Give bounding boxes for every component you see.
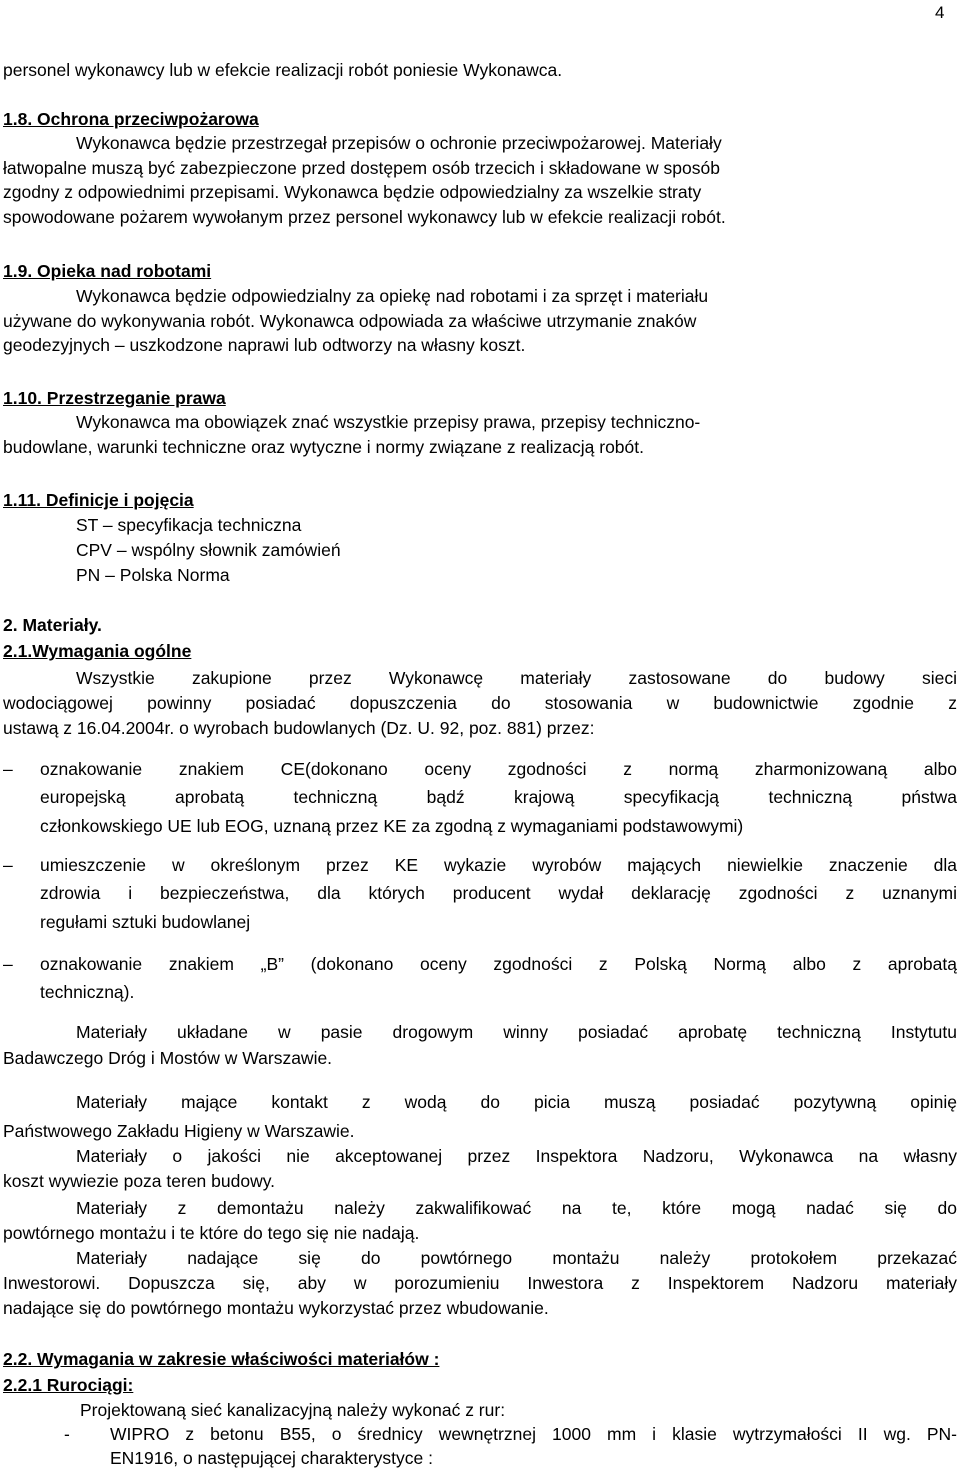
text-line: Projektowaną sieć kanalizacyjną należy wykonać z rur:: [80, 1400, 506, 1420]
text-line: Materiały układane w pasie drogowym winny posiadać aprobatę techniczną Instytutu: [76, 1022, 957, 1042]
heading-text: 2.1.Wymagania ogólne: [3, 641, 192, 661]
section-heading-2-2: [3, 1348, 439, 1370]
text-line: łatwopalne muszą być zabezpieczone przed dostępem osób trzecich i składowane w sposób: [3, 158, 720, 178]
definition-item: ST – specyfikacja techniczna: [76, 515, 302, 535]
section-heading-2-1: [3, 640, 191, 662]
definition-item: CPV – wspólny słownik zamówień: [76, 540, 341, 560]
text-line: Inwestorowi. Dopuszcza się, aby w porozumieniu Inwestora z Inspektorem Nadzoru materiały: [3, 1273, 957, 1293]
list-hyphen: -: [64, 1424, 70, 1444]
list-dash: –: [3, 855, 13, 875]
list-item-line: członkowskiego UE lub EOG, uznaną przez KE za zgodną z wymaganiami podstawowymi): [40, 816, 744, 836]
text-line: Materiały o jakości nie akceptowanej przez Inspektora Nadzoru, Wykonawca na własny: [76, 1146, 957, 1166]
heading-text: 1.11. Definicje i pojęcia: [3, 490, 194, 510]
text-line: Wykonawca będzie odpowiedzialny za opiekę nad robotami i za sprzęt i materiału: [76, 286, 709, 306]
section-heading-1-11: [3, 489, 194, 511]
list-dash: –: [3, 954, 13, 974]
list-dash: –: [3, 759, 13, 779]
section-heading-1-9: [3, 260, 211, 282]
definition-item: PN – Polska Norma: [76, 565, 230, 585]
heading-text: 2.2. Wymagania w zakresie właściwości materiałów :: [3, 1349, 440, 1369]
text-line: geodezyjnych – uszkodzone naprawi lub odtworzy na własny koszt.: [3, 335, 526, 355]
heading-text: 1.10. Przestrzeganie prawa: [3, 388, 226, 408]
list-item-line: oznakowanie znakiem „B” (dokonano oceny zgodności z Polską Normą albo z aprobatą: [40, 954, 957, 974]
list-item-line: WIPRO z betonu B55, o średnicy wewnętrznej 1000 mm i klasie wytrzymałości II wg. PN-: [110, 1424, 957, 1444]
list-item-line: europejską aprobatą techniczną bądź krajową specyfikacją techniczną pństwa: [40, 787, 957, 807]
list-item-line: zdrowia i bezpieczeństwa, dla których producent wydał deklarację zgodności z uznanymi: [40, 883, 957, 903]
text-line: Materiały nadające się do powtórnego montażu należy protokołem przekazać: [76, 1248, 957, 1268]
text-line: personel wykonawcy lub w efekcie realizacji robót poniesie Wykonawca.: [3, 60, 563, 80]
list-item-line: oznakowanie znakiem CE(dokonano oceny zgodności z normą zharmonizowaną albo: [40, 759, 957, 779]
heading-text: 1.9. Opieka nad robotami: [3, 261, 212, 281]
text-line: zgodny z odpowiednimi przepisami. Wykonawca będzie odpowiedzialny za wszelkie straty: [3, 182, 702, 202]
text-line: budowlane, warunki techniczne oraz wytyczne i normy związane z realizacją robót.: [3, 437, 644, 457]
section-heading-1-10: [3, 387, 226, 409]
list-item-line: regułami sztuki budowlanej: [40, 912, 251, 932]
text-line: Materiały mające kontakt z wodą do picia muszą posiadać pozytywną opinię: [76, 1092, 957, 1112]
list-item-line: techniczną).: [40, 982, 135, 1002]
heading-text: 1.8. Ochrona przeciwpożarowa: [3, 109, 259, 129]
list-item-line: umieszczenie w określonym przez KE wykazie wyrobów mających niewielkie znaczenie dla: [40, 855, 957, 875]
text-line: nadające się do powtórnego montażu wykorzystać przez wbudowanie.: [3, 1298, 549, 1318]
text-line: Wszystkie zakupione przez Wykonawcę materiały zastosowane do budowy sieci: [76, 668, 957, 688]
section-heading-2: 2. Materiały.: [3, 615, 102, 635]
text-line: Wykonawca będzie przestrzegał przepisów o ochronie przeciwpożarowej. Materiały: [76, 133, 722, 153]
text-line: Badawczego Dróg i Mostów w Warszawie.: [3, 1048, 333, 1068]
text-line: wodociągowej powinny posiadać dopuszczenia do stosowania w budownictwie zgodnie z: [3, 693, 957, 713]
section-heading-1-8: [3, 108, 259, 130]
text-line: Państwowego Zakładu Higieny w Warszawie.: [3, 1121, 355, 1141]
page-number: 4: [935, 3, 945, 22]
text-line: ustawą z 16.04.2004r. o wyrobach budowlanych (Dz. U. 92, poz. 881) przez:: [3, 718, 595, 738]
section-heading-2-2-1: [3, 1374, 133, 1396]
text-line: Wykonawca ma obowiązek znać wszystkie przepisy prawa, przepisy techniczno-: [76, 412, 701, 432]
text-line: spowodowane pożarem wywołanym przez personel wykonawcy lub w efekcie realizacji robót.: [3, 207, 726, 227]
list-item-line: EN1916, o następującej charakterystyce :: [110, 1448, 433, 1468]
text-line: powtórnego montażu i te które do tego się nie nadają.: [3, 1223, 420, 1243]
text-line: używane do wykonywania robót. Wykonawca odpowiada za właściwe utrzymanie znaków: [3, 311, 697, 331]
text-line: Materiały z demontażu należy zakwalifikować na te, które mogą nadać się do: [76, 1198, 957, 1218]
heading-text: 2.2.1 Rurociągi:: [3, 1375, 134, 1395]
text-line: koszt wywiezie poza teren budowy.: [3, 1171, 276, 1191]
